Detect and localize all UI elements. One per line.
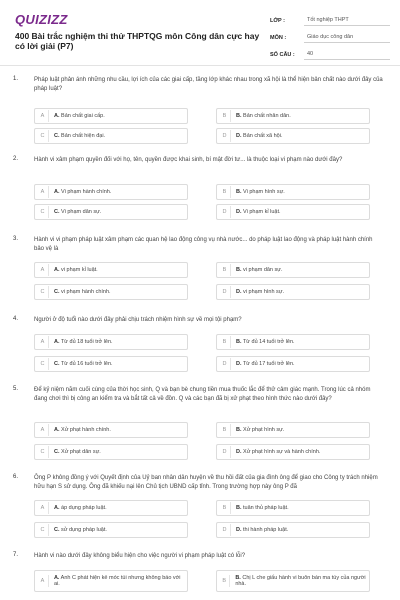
option-b[interactable]: [216, 108, 370, 124]
option-letter: D: [219, 206, 231, 218]
option-a[interactable]: [34, 184, 188, 200]
option-letter: B: [219, 502, 231, 514]
option-text: vi phạm kỉ luật.: [61, 266, 98, 273]
option-letter: C: [37, 286, 49, 298]
meta-row-subject: [270, 27, 390, 43]
option-text: Vi phạm hình sự.: [243, 188, 285, 195]
option-letter: C: [37, 130, 49, 142]
option-text: vi phạm hành chính.: [61, 288, 111, 295]
meta-row-class: [270, 10, 390, 26]
question-number: 1.: [13, 76, 19, 82]
option-letter: C: [37, 358, 49, 370]
option-letter: A: [37, 336, 49, 348]
option-letter: B: [219, 424, 231, 436]
option-c[interactable]: [34, 444, 188, 460]
option-text: thi hành pháp luật.: [243, 526, 289, 533]
meta-label: MÔN :: [270, 35, 287, 41]
question-text: Hành vi nào dưới đây không biểu hiện cho việc người vi phạm pháp luật có lỗi?: [34, 553, 246, 559]
option-key: C.: [54, 132, 60, 139]
option-key: A.: [54, 112, 60, 119]
option-d[interactable]: [216, 284, 370, 300]
option-key: A.: [54, 266, 60, 273]
option-c[interactable]: [34, 204, 188, 220]
option-c[interactable]: [34, 284, 188, 300]
option-text: Xử phạt hình sự.: [243, 426, 285, 433]
option-letter: C: [37, 206, 49, 218]
option-key: B.: [235, 574, 241, 581]
option-letter: C: [37, 446, 49, 458]
option-a[interactable]: [34, 108, 188, 124]
option-text: Từ đủ 17 tuổi trở lên.: [242, 360, 295, 367]
option-a[interactable]: [34, 262, 188, 278]
option-letter: A: [37, 186, 49, 198]
option-text: tuân thủ pháp luật.: [243, 504, 289, 511]
option-a[interactable]: [34, 422, 188, 438]
question-number: 5.: [13, 386, 19, 392]
option-text: Từ đủ 18 tuổi trở lên.: [60, 338, 113, 345]
option-text: Bản chất hiện đại.: [61, 132, 106, 139]
option-letter: B: [219, 575, 230, 587]
question-text: Pháp luật phản ánh những nhu cầu, lợi ích của các giai cấp, tầng lớp khác nhau trong xã hội là thể hiện bản chất nào dưới đây của pháp luật?: [34, 77, 383, 92]
meta-value: Giáo dục công dân: [304, 34, 390, 43]
quizizz-logo: QUIZIZZ: [15, 12, 68, 27]
meta-row-question-count: [270, 44, 390, 60]
document-header: [0, 0, 400, 66]
option-text: Từ đủ 14 tuổi trở lên.: [242, 338, 295, 345]
option-c[interactable]: [34, 128, 188, 144]
option-letter: D: [219, 286, 231, 298]
option-key: C.: [54, 526, 60, 533]
option-key: A.: [54, 426, 60, 433]
option-d[interactable]: [216, 128, 370, 144]
option-text: Anh C phát hiện kẻ móc túi nhưng không báo với ai.: [53, 574, 181, 587]
option-key: A.: [54, 338, 60, 345]
option-text: Bản chất giai cấp.: [61, 112, 105, 119]
question-text: Ông P không đồng ý với Quyết định của Uỷ ban nhân dân huyện về thu hồi đất của gia đình ông để giao cho Công ty trách nhiệm hữu hạn S sử dụng. Ông đã khiếu nại lên Chủ tịch UBND cấp tỉnh. Trong trường hợp này ông P đã: [34, 475, 378, 490]
option-letter: B: [219, 336, 231, 348]
option-letter: A: [37, 110, 49, 122]
meta-value: 40: [304, 51, 390, 60]
question-text: Để kỷ niệm năm cuối cùng của thời học sinh, Q và bạn bè chung tiền mua thuốc lắc để thử cảm giác mạnh. Trong lúc cả nhóm đang chơi thì bị công an kiểm tra và bắt tất cả về đồn. Q và các bạn đã bị xử phạt theo hình thức nào dưới đây?: [34, 387, 371, 402]
option-key: B.: [236, 112, 242, 119]
option-letter: B: [219, 110, 231, 122]
option-key: D.: [236, 132, 242, 139]
option-d[interactable]: [216, 204, 370, 220]
option-key: A.: [53, 574, 60, 581]
option-key: B.: [236, 504, 242, 511]
meta-label: SỐ CÂU :: [270, 52, 295, 58]
option-text: Từ đủ 16 tuổi trở lên.: [60, 360, 113, 367]
option-a[interactable]: [34, 334, 188, 350]
option-text: Bản chất nhân dân.: [243, 112, 291, 119]
option-text: Vi phạm hành chính.: [61, 188, 112, 195]
option-letter: A: [37, 575, 49, 587]
question-text: Hành vi xâm phạm quyền đối với họ, tên, quyền được khai sinh, bí mật đời tư... là thuộc loại vi phạm nào dưới đây?: [34, 157, 343, 163]
option-key: C.: [54, 208, 60, 215]
meta-value: Tốt nghiệp THPT: [304, 17, 390, 26]
question-text: Người ở độ tuổi nào dưới đây phải chịu trách nhiệm hình sự về mọi tội phạm?: [34, 317, 242, 323]
option-text: Xử phạt hành chính.: [61, 426, 111, 433]
option-key: A.: [54, 188, 60, 195]
option-d[interactable]: [216, 444, 370, 460]
option-letter: D: [219, 130, 231, 142]
option-key: B.: [236, 338, 242, 345]
option-text: Xử phạt dân sự.: [61, 448, 101, 455]
option-key: D.: [236, 448, 242, 455]
option-key: D.: [236, 526, 242, 533]
option-letter: B: [219, 186, 231, 198]
option-letter: D: [219, 446, 231, 458]
option-text: Xử phạt hình sự và hành chính.: [243, 448, 321, 455]
question-number: 7.: [13, 552, 19, 558]
option-key: B.: [236, 266, 242, 273]
option-key: D.: [236, 208, 242, 215]
option-a[interactable]: [34, 570, 188, 592]
question-number: 2.: [13, 156, 19, 162]
option-text: sử dụng pháp luật.: [61, 526, 107, 533]
option-key: A.: [54, 504, 60, 511]
option-d[interactable]: [216, 522, 370, 538]
option-a[interactable]: [34, 500, 188, 516]
question-text: Hành vi vi phạm pháp luật xâm phạm các quan hệ lao động công vụ nhà nước... do pháp luật lao động và pháp luật hành chính bảo vệ là: [34, 237, 373, 252]
option-text: Bản chất xã hội.: [243, 132, 283, 139]
option-text: vi phạm hình sự.: [243, 288, 285, 295]
option-text: Vi phạm dân sự.: [61, 208, 102, 215]
option-b[interactable]: [216, 334, 370, 350]
option-key: B.: [236, 188, 242, 195]
option-letter: A: [37, 264, 49, 276]
option-key: C.: [54, 288, 60, 295]
option-text: vi phạm dân sự.: [243, 266, 283, 273]
option-b[interactable]: [216, 184, 370, 200]
option-c[interactable]: [34, 522, 188, 538]
option-key: D.: [236, 288, 242, 295]
option-letter: A: [37, 424, 49, 436]
document-title: 400 Bài trắc nghiệm thi thử THPTQG môn Công dân cực hay có lời giải (P7): [15, 31, 260, 51]
option-key: B.: [236, 426, 242, 433]
option-b[interactable]: [216, 262, 370, 278]
question-number: 3.: [13, 236, 19, 242]
option-text: Vi phạm kỉ luật.: [243, 208, 281, 215]
option-letter: B: [219, 264, 231, 276]
option-letter: C: [37, 524, 49, 536]
option-key: D.: [236, 360, 242, 367]
option-text: áp dụng pháp luật.: [61, 504, 107, 511]
option-letter: A: [37, 502, 49, 514]
question-number: 6.: [13, 474, 19, 480]
option-b[interactable]: [216, 570, 370, 592]
option-letter: D: [219, 524, 231, 536]
document-meta: [270, 10, 390, 61]
meta-label: LỚP :: [270, 18, 285, 24]
option-b[interactable]: [216, 500, 370, 516]
option-d[interactable]: [216, 356, 370, 372]
question-number: 4.: [13, 316, 19, 322]
option-text: Chị L che giấu hành vi buôn bán ma túy của người nhà.: [235, 574, 366, 587]
option-c[interactable]: [34, 356, 188, 372]
option-key: C.: [54, 360, 60, 367]
option-letter: D: [219, 358, 231, 370]
option-b[interactable]: [216, 422, 370, 438]
option-key: C.: [54, 448, 60, 455]
